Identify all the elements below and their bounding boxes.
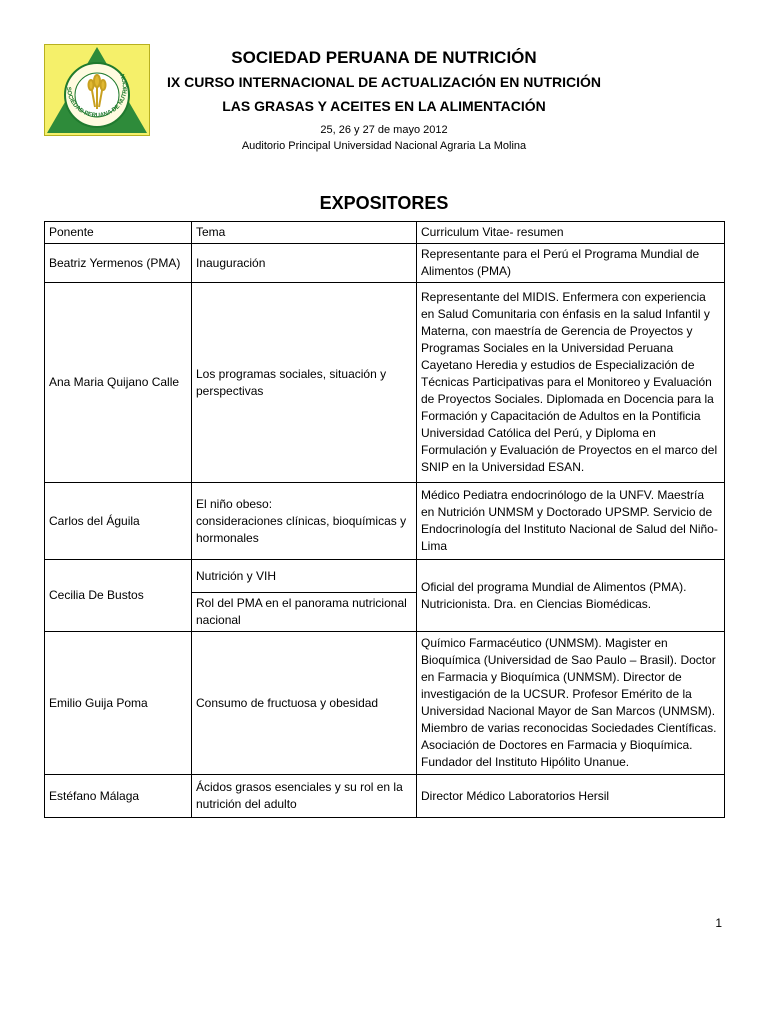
topic-line: El niño obeso:	[196, 496, 273, 511]
speaker-name: Estéfano Málaga	[45, 775, 192, 818]
header-ponente: Ponente	[45, 222, 192, 244]
speaker-cv: Representante para el Perú el Programa Mundial de Alimentos (PMA)	[417, 244, 725, 283]
table-row	[45, 483, 725, 560]
speaker-topic: Rol del PMA en el panorama nutricional nacional	[192, 593, 417, 632]
seal-icon	[45, 45, 149, 135]
course-title: IX CURSO INTERNACIONAL DE ACTUALIZACIÓN EN NUTRICIÓN	[167, 74, 601, 90]
speaker-cv: Médico Pediatra endocrinólogo de la UNFV. Maestría en Nutrición UNMSM y Doctorado UPSMP. Servicio de Endocrinología del Instituto Nacional de Salud del Niño-Lima	[417, 483, 725, 560]
speaker-name: Emilio Guija Poma	[45, 632, 192, 775]
speakers-table	[44, 221, 725, 818]
table-header-row	[45, 222, 725, 244]
seal-ring-text: SOCIEDAD PERUANA DE NUTRICION	[64, 72, 130, 120]
speaker-topic: Nutrición y VIH	[192, 560, 417, 593]
speaker-topic: Los programas sociales, situación y perspectivas	[192, 283, 417, 483]
table-row	[45, 632, 725, 775]
speaker-cv: Director Médico Laboratorios Hersil	[417, 775, 725, 818]
course-theme: LAS GRASAS Y ACEITES EN LA ALIMENTACIÓN	[222, 98, 546, 114]
speaker-topic	[192, 483, 417, 560]
header-cv: Curriculum Vitae- resumen	[417, 222, 725, 244]
speaker-topic: Consumo de fructuosa y obesidad	[192, 632, 417, 775]
speaker-name: Carlos del Águila	[45, 483, 192, 560]
table-row	[45, 560, 725, 593]
speaker-topic: Ácidos grasos esenciales y su rol en la nutrición del adulto	[192, 775, 417, 818]
document-header	[150, 46, 618, 154]
speaker-topic: Inauguración	[192, 244, 417, 283]
speaker-name: Ana Maria Quijano Calle	[45, 283, 192, 483]
event-venue: Auditorio Principal Universidad Nacional Agraria La Molina	[241, 140, 527, 152]
table-row	[45, 244, 725, 283]
table-row	[45, 283, 725, 483]
society-seal-logo	[44, 44, 150, 136]
header-tema: Tema	[192, 222, 417, 244]
society-title: SOCIEDAD PERUANA DE NUTRICIÓN	[231, 48, 537, 67]
event-dates: 25, 26 y 27 de mayo 2012	[320, 124, 448, 136]
topic-line: consideraciones clínicas, bioquímicas y hormonales	[196, 513, 407, 545]
speaker-cv: Oficial del programa Mundial de Alimentos (PMA). Nutricionista. Dra. en Ciencias Biomédicas.	[417, 560, 725, 632]
speaker-name: Cecilia De Bustos	[45, 560, 192, 632]
speaker-name: Beatriz Yermenos (PMA)	[45, 244, 192, 283]
section-title: EXPOSITORES	[319, 193, 449, 213]
speaker-cv: Representante del MIDIS. Enfermera con experiencia en Salud Comunitaria con énfasis en la salud Infantil y Materna, con maestría de Gerencia de Proyectos y Programas Sociales en la Universidad Peruana Cayetano Heredia y estudios de Especialización de Técnicas Participativas para el Monitoreo y Evaluación de Proyectos Sociales. Diplomada en Docencia para la Formación y Capacitación de Adultos en la Pontificia Universidad Católica del Perú, y Diploma en Formulación y Evaluación de Proyectos en el marco del SNIP en la Universidad ESAN.	[417, 283, 725, 483]
table-row	[45, 775, 725, 818]
page-number: 1	[715, 916, 722, 930]
speaker-cv: Químico Farmacéutico (UNMSM). Magister en Bioquímica (Universidad de Sao Paulo – Brasil). Doctor en Farmacia y Bioquímica (UNMSM). Director de investigación de la UCSUR. Profesor Emérito de la Universidad Nacional Mayor de San Marcos (UNMSM). Miembro de varias reconocidas Sociedades Científicas. Asociación de Doctores en Farmacia y Bioquímica. Fundador del Instituto Hipólito Unanue.	[417, 632, 725, 775]
